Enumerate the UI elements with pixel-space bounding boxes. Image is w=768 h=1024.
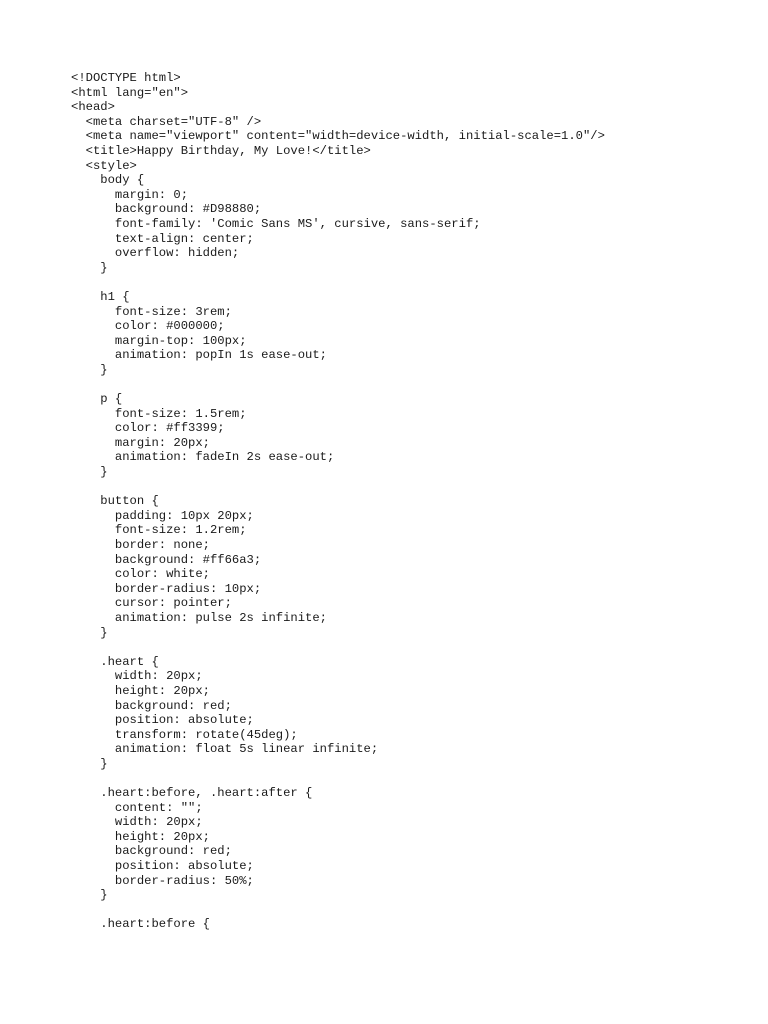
code-line: <head> [71, 100, 115, 115]
code-line: <html lang="en"> [71, 85, 189, 100]
code-line: margin: 20px; [71, 435, 210, 450]
code-line: } [71, 888, 108, 903]
code-line: background: red; [71, 698, 232, 713]
code-line [71, 772, 605, 787]
code-line: background: #D98880; [71, 202, 262, 217]
code-line: color: #000000; [71, 319, 225, 334]
code-line: cursor: pointer; [71, 596, 232, 611]
code-line: .heart { [71, 654, 159, 669]
code-line: margin: 0; [71, 187, 189, 202]
code-line: body { [71, 173, 145, 188]
code-line: p { [71, 392, 123, 407]
code-line: } [71, 260, 108, 275]
code-line: button { [71, 494, 159, 509]
code-line: background: #ff66a3; [71, 552, 262, 567]
code-line: width: 20px; [71, 669, 203, 684]
code-line [71, 903, 605, 918]
code-line: color: white; [71, 567, 210, 582]
code-line: } [71, 756, 108, 771]
code-line: height: 20px; [71, 829, 210, 844]
code-line: margin-top: 100px; [71, 333, 247, 348]
code-line: background: red; [71, 844, 232, 859]
code-line: <meta name="viewport" content="width=device-width, initial-scale=1.0"/> [71, 129, 605, 144]
code-line: animation: fadeIn 2s ease-out; [71, 450, 335, 465]
code-line: height: 20px; [71, 683, 210, 698]
code-line: font-family: 'Comic Sans MS', cursive, sans-serif; [71, 216, 481, 231]
code-line: padding: 10px 20px; [71, 508, 254, 523]
code-line [71, 275, 605, 290]
code-line: overflow: hidden; [71, 246, 240, 261]
code-line: font-size: 1.2rem; [71, 523, 247, 538]
code-line: border: none; [71, 538, 210, 552]
code-line: transform: rotate(45deg); [71, 727, 298, 742]
code-listing [71, 71, 605, 932]
code-line: width: 20px; [71, 815, 203, 830]
code-line: <title>Happy Birthday, My Love!</title> [71, 143, 371, 158]
code-line: position: absolute; [71, 713, 254, 728]
code-line: .heart:before { [71, 917, 210, 932]
code-line: <style> [71, 158, 137, 173]
code-line [71, 640, 605, 655]
code-line: color: #ff3399; [71, 421, 225, 436]
code-line [71, 377, 605, 392]
code-line: font-size: 1.5rem; [71, 406, 247, 421]
code-line: } [71, 362, 108, 377]
code-line: .heart:before, .heart:after { [71, 786, 313, 801]
code-line: border-radius: 50%; [71, 873, 254, 888]
code-line: position: absolute; [71, 859, 254, 874]
code-line: <!DOCTYPE html> [71, 71, 181, 85]
code-line: } [71, 465, 108, 480]
code-line: animation: popIn 1s ease-out; [71, 348, 327, 363]
code-line: border-radius: 10px; [71, 581, 262, 596]
code-line: animation: pulse 2s infinite; [71, 610, 327, 625]
code-line: <meta charset="UTF-8" /> [71, 114, 262, 129]
code-line: content: ""; [71, 800, 203, 815]
code-line: text-align: center; [71, 231, 254, 246]
code-line: h1 { [71, 289, 130, 304]
code-line: } [71, 625, 108, 640]
code-line [71, 480, 605, 495]
code-line: font-size: 3rem; [71, 304, 232, 319]
code-line: animation: float 5s linear infinite; [71, 742, 379, 757]
